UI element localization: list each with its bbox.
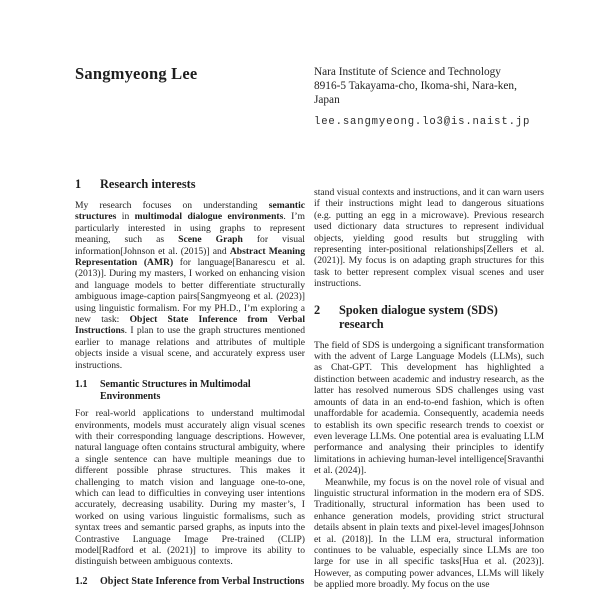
heading-title: Semantic Structures in Multimodal Environments <box>100 379 251 403</box>
heading-number: 2 <box>314 302 321 317</box>
bold-text: Scene Graph <box>178 234 243 246</box>
author-name: Sangmyeong Lee <box>75 64 198 83</box>
heading-number: 1 <box>75 177 82 191</box>
text-run: . I plan to use the graph structures mentioned earlier to manage relations and attributes of multiple objects inside a visual scene, and accurately express user instructions. <box>75 325 305 371</box>
section-heading <box>314 303 544 331</box>
email-address: lee.sangmyeong.lo3@is.naist.jp <box>314 115 531 128</box>
paragraph <box>75 200 305 371</box>
text-run: The field of SDS is undergoing a significant transformation with the advent of Large Language Models (LLMs), such as Chat-GPT. This development has highlighted a distinction between academic and industry research, as the latter has resolved numerous SDS challenges using vast amounts of data in an end-to-end fashion, which is often unaffordable for academia. Consequently, academia needs to establish its own specific research trends to coexist or even leverage LLMs. One potential area is evaluating LLM performance and analysing their principles to identify limitations in achieving human-level intelligence[Sravanthi et al. (2024)]. <box>314 339 544 477</box>
affiliation-line: Japan <box>314 94 340 107</box>
paragraph <box>314 187 544 290</box>
text-run: For real-world applications to understand multimodal environments, models must accurately align visual scenes with their corresponding language descriptions. However, natural language often contains structural ambiguity, where a single sentence can have multiple meanings due to different possible phrase structures. This makes it challenging to match vision and language one-to-one, which can lead to difficulties in conveying user intentions accurately, decreasing usability. During my master’s, I worked on using various linguistic formalisms, such as syntax trees and semantic parsed graphs, as inputs into the Contrastive Language Image Pre-trained (CLIP) model[Radford et al. (2021)] to improve its ability to distinguish between ambiguous contexts. <box>75 408 305 568</box>
paragraph <box>314 477 544 591</box>
column-left <box>75 177 305 593</box>
bold-text: Abstract Meaning Representation (AMR) <box>75 245 305 269</box>
text-run: in <box>116 211 135 223</box>
subsection-heading <box>75 576 305 588</box>
text-run: for visual information[Johnson et al. (2015)] and <box>75 234 305 257</box>
affiliation-line: Nara Institute of Science and Technology <box>314 66 501 78</box>
text-run: Meanwhile, my focus is on the novel role of visual and linguistic structural information in the modern era of SDS. Traditionally, structural information has been used to enhance generation models, providing strict structural details absent in plain texts and pixel-level images[Johnson et al. (2018)]. In the LLM era, structural information continues to be valuable, especially since LLMs are too large for use in all specific tasks[Hua et al. (2023)]. However, as computing power advances, LLMs will likely be applied more broadly. My focus on the use <box>314 476 544 591</box>
text-run: My research focuses on understanding <box>75 200 269 211</box>
section-heading <box>75 177 305 191</box>
affiliation-line: 8916-5 Takayama-cho, Ikoma-shi, Nara-ken, <box>314 80 517 93</box>
bold-text: semantic structures <box>75 200 305 223</box>
bold-text: multimodal dialogue environments <box>134 211 284 223</box>
heading-title: Object State Inference from Verbal Instructions <box>100 575 305 587</box>
column-right <box>314 187 544 591</box>
paragraph <box>314 340 544 477</box>
heading-title: Spoken dialogue system (SDS) research <box>339 302 498 331</box>
heading-number: 1.1 <box>75 379 88 391</box>
text-run: . I’m particularly interested in using graphs to represent meaning, such as <box>75 211 305 246</box>
paragraph <box>75 408 305 568</box>
text-run: for language[Banarescu et al. (2013)]. During my masters, I worked on enhancing vision and language models to better differentiate structurally ambiguous image-caption pairs[Sangmyeong et al. (2023)] using linguistic formalism. For my PH.D., I’m exploring a new task: <box>75 257 305 326</box>
text-run: stand visual contexts and instructions, and it can warn users if their instructions might lead to dangerous situations (e.g. putting an egg in a microwave). Previous research used dictionary data structures to represent individual objects, yielding good results but struggling with representing inter-positional relationships[Zellers et al. (2021)]. My focus is on adapting graph structures for this task to better represent complex visual scenes and user instructions. <box>314 187 544 290</box>
affiliation-block <box>314 65 550 129</box>
heading-number: 1.2 <box>75 575 88 587</box>
subsection-heading <box>75 379 305 403</box>
bold-text: Object State Inference from Verbal Instructions <box>75 314 305 337</box>
heading-title: Research interests <box>100 177 196 191</box>
